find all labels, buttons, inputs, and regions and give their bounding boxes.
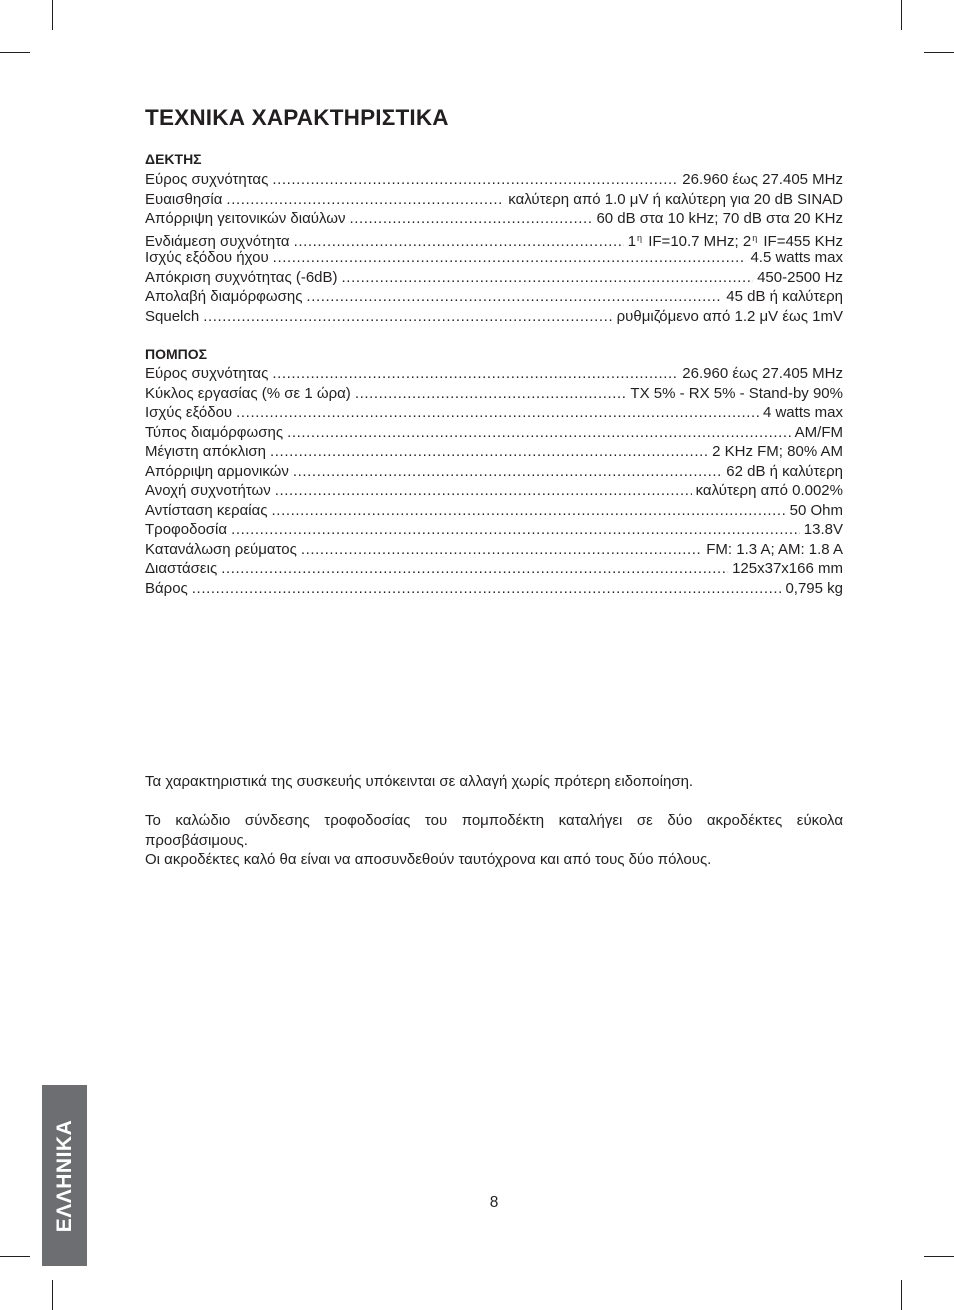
dot-leader [287, 423, 791, 443]
dot-leader [349, 209, 592, 229]
spec-label: Ισχύς εξόδου ήχου [145, 249, 269, 266]
terminals-note: Οι ακροδέκτες καλό θα είναι να αποσυνδεθούν ταυτόχρονα και από τους δύο πόλους. [145, 851, 712, 868]
spec-row [145, 481, 843, 501]
value-part: IF=455 KHz [759, 232, 843, 250]
spec-row [145, 190, 843, 210]
spec-row [145, 540, 843, 560]
spec-label: Απόρριψη γειτονικών διαύλων [145, 210, 346, 227]
spec-value: 4.5 watts max [750, 249, 843, 266]
crop-mark [924, 1256, 954, 1257]
dot-leader [272, 170, 678, 190]
spec-value: 2 KHz FM; 80% AM [712, 443, 843, 460]
spec-row [145, 248, 843, 268]
spec-row [145, 229, 843, 249]
transmitter-spec-list [145, 364, 843, 598]
spec-value: 13.8V [803, 521, 843, 538]
dot-leader [203, 307, 612, 327]
value-part: 1 [627, 232, 637, 250]
spec-label: Απολαβή διαμόρφωσης [145, 288, 303, 305]
spec-row [145, 442, 843, 462]
dot-leader [272, 501, 786, 521]
spec-row [145, 364, 843, 384]
spec-value: καλύτερη από 1.0 μV ή καλύτερη για 20 dB SINAD [508, 190, 843, 208]
spec-value: ρυθμιζόμενο από 1.2 μV έως 1mV [616, 307, 843, 325]
transmitter-heading: ΠΟΜΠΟΣ [145, 346, 208, 362]
spec-label: Squelch [145, 307, 200, 325]
dot-leader [272, 364, 678, 384]
language-tab [42, 1085, 87, 1266]
dot-leader [301, 540, 702, 560]
spec-value: 125x37x166 mm [732, 560, 843, 577]
dot-leader [270, 442, 708, 462]
dot-leader [306, 287, 722, 307]
spec-label: Ισχύς εξόδου [145, 404, 233, 421]
page-number: 8 [489, 1194, 499, 1211]
spec-row [145, 307, 843, 327]
spec-row [145, 423, 843, 443]
page-title: ΤΕΧΝΙΚΑ ΧΑΡΑΚΤΗΡΙΣΤΙΚΑ [145, 105, 449, 130]
dot-leader [273, 248, 747, 268]
spec-row [145, 287, 843, 307]
change-notice: Τα χαρακτηριστικά της συσκευής υπόκεινται σε αλλαγή χωρίς πρότερη ειδοποίηση. [145, 773, 694, 790]
spec-label: Κύκλος εργασίας (% σε 1 ώρα) [145, 384, 351, 402]
power-cable-note [145, 811, 843, 870]
dot-leader [342, 268, 754, 288]
spec-label: Απόρριψη αρμονικών [145, 462, 289, 480]
spec-value: FM: 1.3 A; AM: 1.8 A [706, 540, 843, 558]
dot-leader [275, 481, 692, 501]
spec-label: Μέγιστη απόκλιση [145, 443, 267, 460]
spec-row [145, 559, 843, 579]
spec-row [145, 579, 843, 599]
spec-row [145, 462, 843, 482]
spec-value: καλύτερη από 0.002% [695, 482, 843, 499]
spec-label: Βάρος [145, 579, 188, 597]
spec-value: 26.960 έως 27.405 MHz [682, 171, 843, 188]
spec-row [145, 268, 843, 288]
spec-row [145, 209, 843, 229]
spec-value: 4 watts max [762, 404, 843, 421]
dot-leader [192, 579, 782, 599]
power-cable-line: προσβάσιμους. [145, 831, 248, 849]
crop-mark [901, 1280, 902, 1310]
spec-row [145, 520, 843, 540]
spec-value: 62 dB ή καλύτερη [726, 462, 843, 480]
spec-value: 45 dB ή καλύτερη [726, 288, 843, 305]
spec-label: Ευαισθησία [145, 190, 223, 208]
spec-row [145, 403, 843, 423]
receiver-spec-list [145, 170, 843, 326]
dot-leader [236, 403, 759, 423]
dot-leader [355, 384, 627, 404]
spec-label: Κατανάλωση ρεύματος [145, 540, 297, 558]
spec-value: 50 Ohm [789, 501, 843, 519]
spec-row [145, 170, 843, 190]
crop-mark [924, 52, 954, 53]
dot-leader [221, 559, 728, 579]
receiver-heading: ΔΕΚΤΗΣ [145, 151, 202, 167]
ordinal-superscript: η [637, 232, 643, 243]
language-tab-label: ΕΛΛΗΝΙΚΑ [52, 1119, 76, 1232]
spec-label: Ενδιάμεση συχνότητα [145, 232, 290, 250]
spec-value: 450-2500 Hz [757, 268, 843, 286]
spec-value: TX 5% - RX 5% - Stand-by 90% [630, 384, 843, 402]
dot-leader [231, 520, 800, 540]
value-part: IF=10.7 MHz; 2 [644, 232, 752, 250]
crop-mark [52, 1280, 53, 1310]
spec-row [145, 501, 843, 521]
spec-label: Ανοχή συχνοτήτων [145, 482, 271, 499]
dot-leader [226, 190, 504, 210]
spec-label: Απόκριση συχνότητας (-6dB) [145, 268, 338, 286]
spec-label: Αντίσταση κεραίας [145, 501, 268, 519]
dot-leader [293, 462, 722, 482]
spec-value: 0,795 kg [785, 579, 843, 597]
spec-value: AM/FM [794, 423, 843, 441]
spec-label: Τύπος διαμόρφωσης [145, 423, 284, 441]
spec-row [145, 384, 843, 404]
power-cable-line: Το καλώδιο σύνδεσης τροφοδοσίας του πομποδέκτη καταλήγει σε δύο ακροδέκτες εύκολα [145, 812, 843, 829]
spec-value: 26.960 έως 27.405 MHz [682, 365, 843, 382]
spec-label: Διαστάσεις [145, 560, 218, 577]
spec-label: Εύρος συχνότητας [145, 171, 269, 188]
ordinal-superscript: η [752, 232, 758, 243]
crop-mark [0, 52, 30, 53]
crop-mark [901, 0, 902, 30]
spec-value: 60 dB στα 10 kHz; 70 dB στα 20 KHz [596, 210, 843, 227]
crop-mark [52, 0, 53, 30]
spec-label: Εύρος συχνότητας [145, 365, 269, 382]
spec-label: Τροφοδοσία [145, 521, 228, 538]
crop-mark [0, 1256, 30, 1257]
